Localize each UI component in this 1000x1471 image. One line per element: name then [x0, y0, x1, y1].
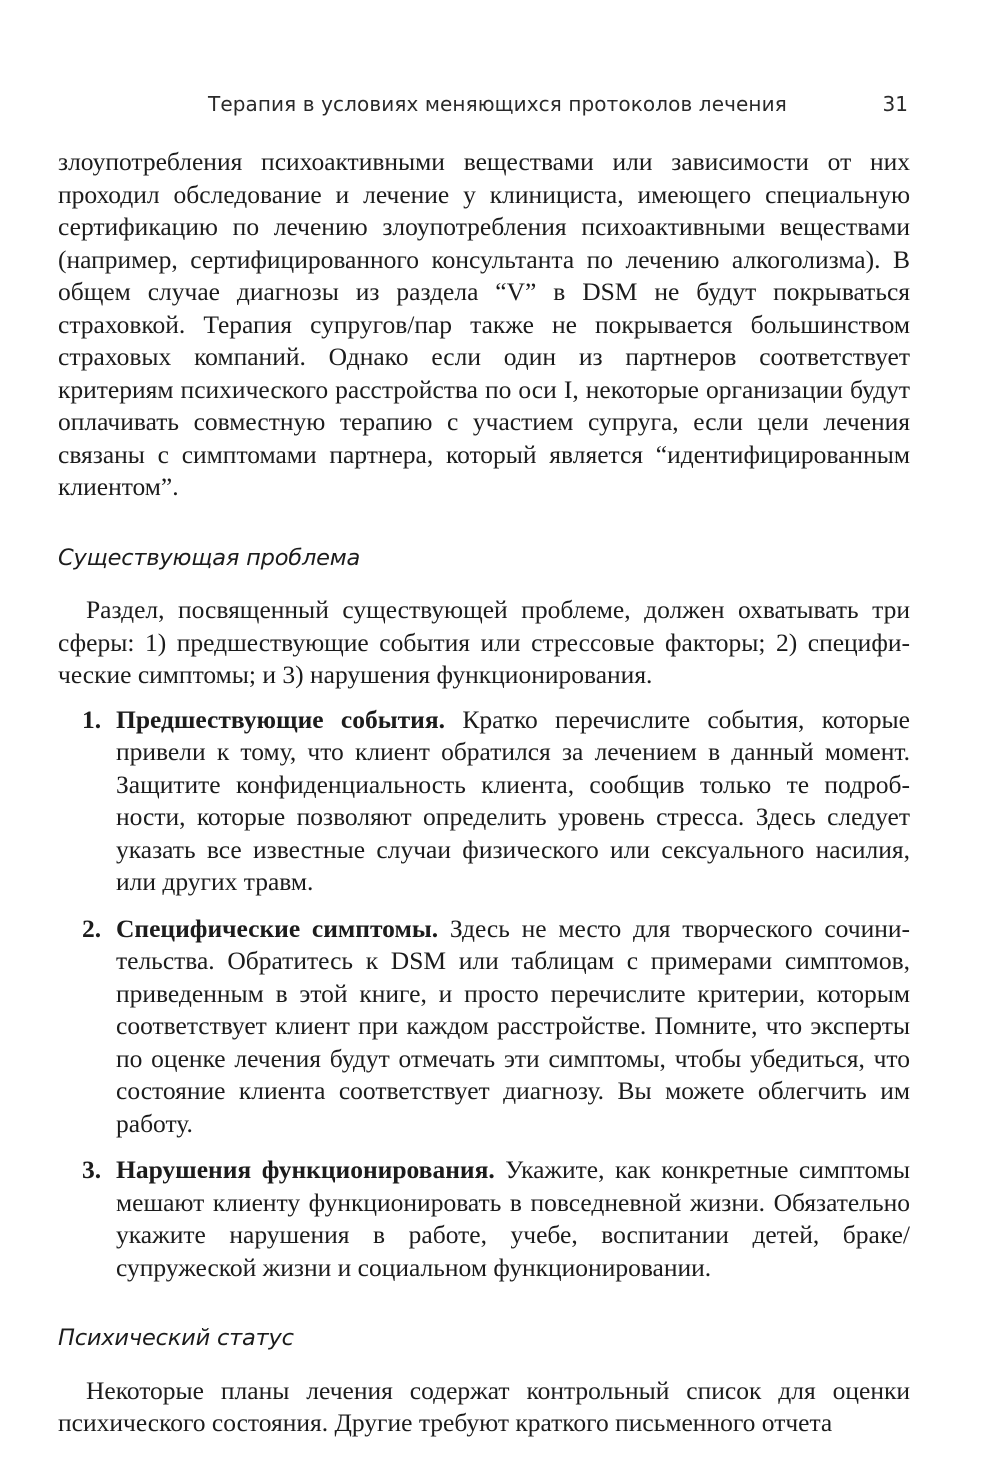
- numbered-list: [58, 704, 910, 1285]
- list-item: [58, 704, 910, 899]
- list-item: [58, 913, 910, 1141]
- list-item-number: 2.: [82, 913, 102, 943]
- page-body: [58, 146, 910, 1440]
- section-paragraph: Некоторые планы лечения содержат контрольный список для оценки психического состояния. Другие требуют краткого письменного отчета: [58, 1375, 910, 1437]
- running-header: [58, 88, 910, 122]
- list-item-title: Нарушения функционирования.: [116, 1155, 506, 1184]
- list-item-text: Здесь не место для творческого сочинительства. Обратитесь к DSM или таблицам с примерами симптомов, приведенным в этой книге, и просто перечислите критерии, которым соответствует клиент при каждом расстройстве. Помните, что эксперты по оценке лечения будут отмечать эти симптомы, чтобы убедиться, что состояние клиента соответствует диагнозу. Вы можете облегчить им работу.: [116, 913, 911, 1138]
- intro-paragraph: злоупотребления психоактивными веществами или зависимости от них проходил обследование и лечение у клинициста, имеющего специальную сертификацию по лечению злоупотребления психоактивными веществами (например, сертифицированного консультанта по лечению алкоголизма). В общем случае диагнозы из раздела “V” в DSM не будут покрываться страховкой. Терапия супругов/пар также не покрывается большинством страховых компаний. Однако если один из партнеров соответствует критериям психического расстройства по оси I, некоторые организации будут оплачивать совместную терапию с участием супруга, если цели лечения связаны с симптомами партнера, который является “идентифицированным клиентом”.: [58, 147, 910, 501]
- section-paragraph: Раздел, посвященный существующей проблеме, должен охватывать три сферы: 1) предшествующие события или стрессовые факторы; 2) специфические симптомы; и 3) нарушения функционирования.: [58, 595, 910, 689]
- running-header-title: Терапия в условиях меняющихся протоколов лечения: [208, 92, 787, 116]
- section-heading-existing-problem: Существующая проблема: [58, 544, 361, 571]
- list-item-title: Специфические симптомы.: [116, 913, 450, 943]
- list-item-text: Укажите, как конкретные симптомы мешают клиенту функционировать в повседневной жизни. Обязательно укажите нарушения в работе, учебе, воспитании детей, браке/супружеской жизни и социальном функционировании.: [116, 1155, 910, 1282]
- list-item-number: 1.: [82, 704, 102, 734]
- page-number: 31: [882, 92, 908, 116]
- list-item-number: 3.: [82, 1155, 102, 1184]
- list-item: [58, 1154, 910, 1284]
- list-item-title: Предшествующие события.: [116, 704, 463, 734]
- list-item-text: Кратко перечислите события, которые привели к тому, что клиент обратился за лечением в данный момент. Защитите конфиденциальность клиента, сообщив только те подробности, которые позволяют определить уровень стресса. Здесь следует указать все известные случаи физического или сексуального насилия, или других травм.: [116, 704, 910, 896]
- section-heading-mental-status: Психический статус: [58, 1325, 294, 1351]
